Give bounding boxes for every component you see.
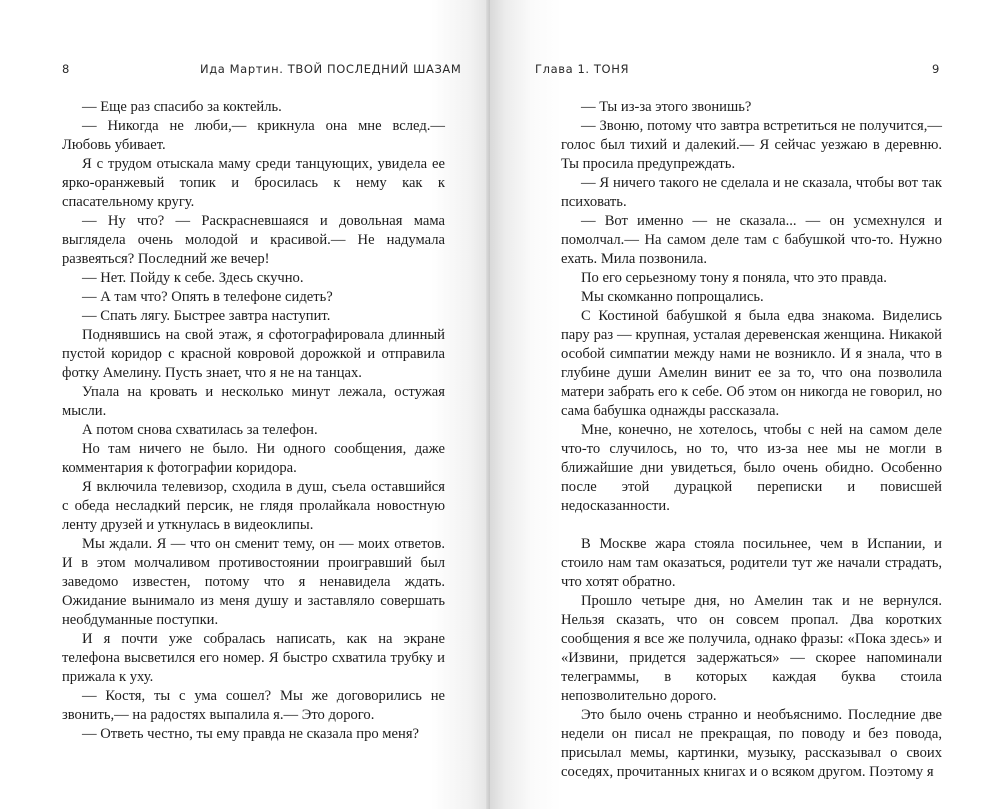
right-page-number: 9 xyxy=(932,62,940,76)
paragraph: По его серьезному тону я поняла, что это правда. xyxy=(581,270,887,286)
paragraph: Мне, конечно, не хотелось, чтобы с ней на самом деле что-то случилось, но то, что из-за нее мы не могли в ближайшие дни увидеться, было очень обидно. Особенно после этой дурацкой переписки и повисшей недосказанности. xyxy=(561,422,942,514)
paragraph: Я включила телевизор, сходила в душ, съела оставшийся с обеда несладкий персик, не глядя пролайкала новостную ленту друзей и уткнулась в видеоклипы. xyxy=(62,479,445,533)
paragraph: Упала на кровать и несколько минут лежала, остужая мысли. xyxy=(62,384,445,419)
left-running-head: Ида Мартин. ТВОЙ ПОСЛЕДНИЙ ШАЗАМ xyxy=(200,62,462,76)
right-page xyxy=(490,0,1001,809)
paragraph: А потом снова схватилась за телефон. xyxy=(82,422,318,438)
paragraph: — Ответь честно, ты ему правда не сказала про меня? xyxy=(82,726,420,742)
paragraph: — Вот именно — не сказала... — он усмехнулся и помолчал.— На самом деле там с бабушкой что-то. Нужно ехать. Мила позвонила. xyxy=(561,213,942,267)
paragraph: В Москве жара стояла посильнее, чем в Испании, и стоило нам там оказаться, родители тут же начали страдать, что хотят обратно. xyxy=(561,536,942,590)
paragraph: — Ну что? — Раскрасневшаяся и довольная мама выглядела очень молодой и красивой.— Не надумала развеяться? Последний же вечер! xyxy=(62,213,445,267)
paragraph: Я с трудом отыскала маму среди танцующих, увидела ее ярко-оранжевый топик и бросилась к нему как к спасательному кругу. xyxy=(62,156,445,210)
right-running-head: Глава 1. ТОНЯ xyxy=(535,62,630,76)
paragraph: — Костя, ты с ума сошел? Мы же договорились не звонить,— на радостях выпалила я.— Это дорого. xyxy=(62,688,445,723)
paragraph: Но там ничего не было. Ни одного сообщения, даже комментария к фотографии коридора. xyxy=(62,441,445,476)
paragraph: — Еще раз спасибо за коктейль. xyxy=(82,99,282,115)
paragraph: — Спать лягу. Быстрее завтра наступит. xyxy=(82,308,331,324)
right-page-text xyxy=(561,98,942,782)
paragraph: — Никогда не люби,— крикнула она мне вслед.— Любовь убивает. xyxy=(62,118,445,153)
paragraph: Это было очень странно и необъяснимо. Последние две недели он писал не прекращая, по поводу и без повода, присылал мемы, картинки, музыку, рассказывал о своих соседях, прочитанных книгах и о всяком другом. Поэтому я xyxy=(561,707,942,780)
paragraph: С Костиной бабушкой я была едва знакома. Виделись пару раз — крупная, усталая деревенская женщина. Никакой особой симпатии между нами не возникло. И я знала, что в глубине души Амелин винит ее за то, что она позволила матери забрать его к себе. Об этом он никогда не говорил, но сама бабушка однажды рассказала. xyxy=(561,308,942,419)
paragraph: — Звоню, потому что завтра встретиться не получится,— голос был тихий и далекий.— Я сейчас уезжаю в деревню. Ты просила предупреждать. xyxy=(561,118,942,172)
left-page xyxy=(0,0,490,809)
paragraph: И я почти уже собралась написать, как на экране телефона высветился его номер. Я быстро схватила трубку и прижала к уху. xyxy=(62,631,445,685)
paragraph: Прошло четыре дня, но Амелин так и не вернулся. Нельзя сказать, что он совсем пропал. Два коротких сообщения я все же получила, однако фразы: «Пока здесь» и «Извини, придется задержаться» — скорее напоминали телеграммы, в которых каждая буква стоила непозволительно дорого. xyxy=(561,593,942,704)
paragraph: — Нет. Пойду к себе. Здесь скучно. xyxy=(82,270,304,286)
paragraph: Мы ждали. Я — что он сменит тему, он — моих ответов. И в этом молчаливом противостоянии проигравший был заведомо известен, потому что я ненавидела ждать. Ожидание вынимало из меня душу и заставляло совершать необдуманные поступки. xyxy=(62,536,445,628)
paragraph: Поднявшись на свой этаж, я сфотографировала длинный пустой коридор с красной ковровой дорожкой и отправила фотку Амелину. Пусть знает, что я не на танцах. xyxy=(62,327,445,381)
paragraph: — А там что? Опять в телефоне сидеть? xyxy=(82,289,333,305)
left-page-number: 8 xyxy=(62,62,70,76)
paragraph: — Ты из-за этого звонишь? xyxy=(581,99,752,115)
paragraph: Мы скомканно попрощались. xyxy=(581,289,764,305)
left-page-text xyxy=(62,98,445,744)
paragraph: — Я ничего такого не сделала и не сказала, чтобы вот так психовать. xyxy=(561,175,942,210)
